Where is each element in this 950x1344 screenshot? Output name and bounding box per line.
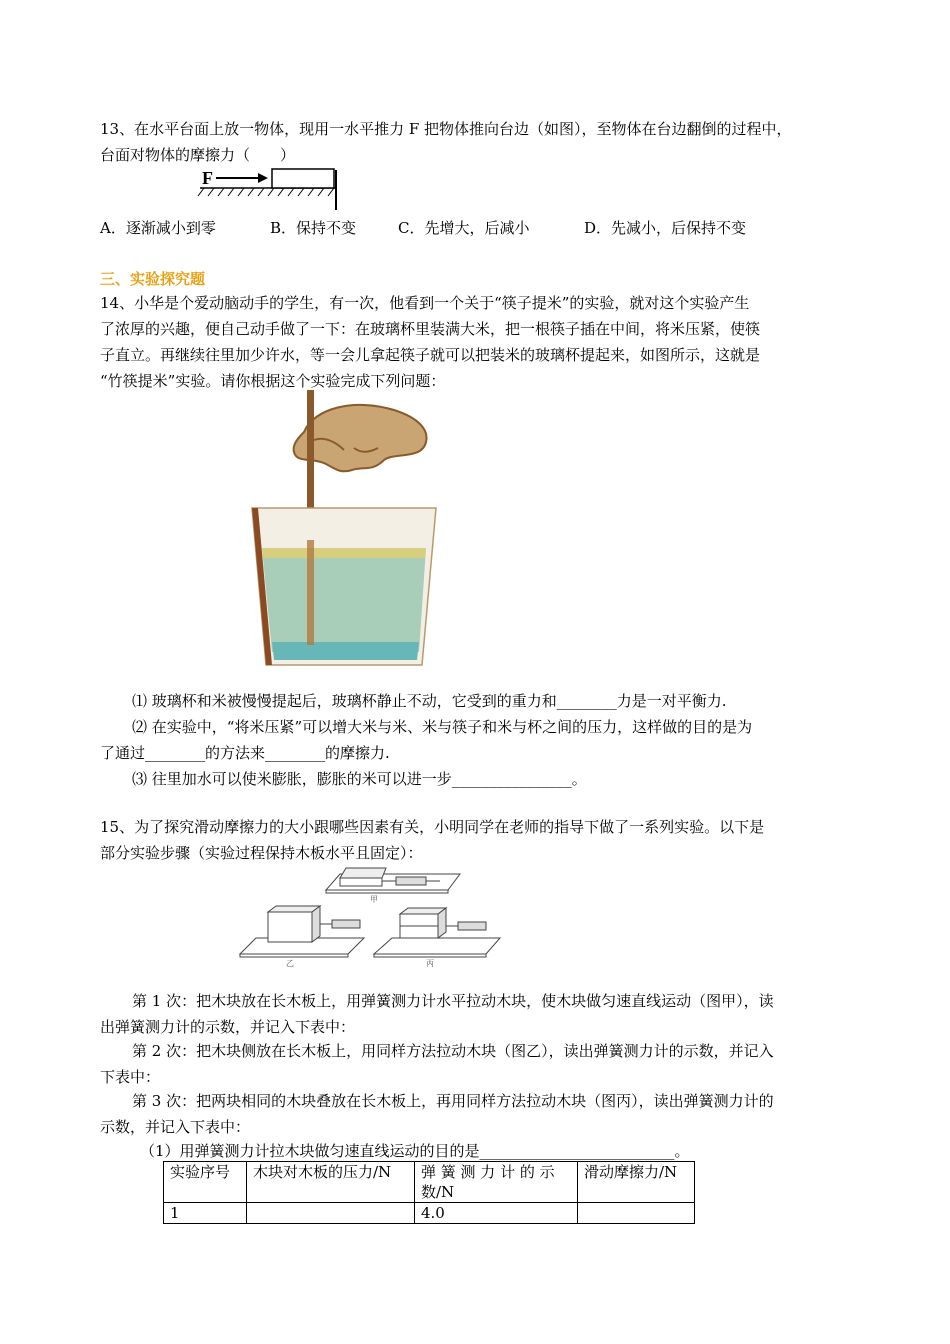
force-label: F	[202, 168, 213, 188]
q15-step1-row	[100, 988, 860, 1014]
q13-figure	[196, 166, 346, 212]
option-a: A．逐渐减小到零	[100, 219, 216, 237]
option-c: C．先增大，后减小	[398, 219, 530, 237]
header-cell: 木块对木板的压力/N	[247, 1162, 415, 1203]
label-bing: 丙	[426, 959, 434, 968]
results-table	[163, 1161, 695, 1224]
q14-sub1: ⑴ 玻璃杯和米被慢慢提起后，玻璃杯静止不动，它受到的重力和________力是一对平衡力.	[132, 692, 727, 710]
table-cell	[578, 1203, 695, 1224]
q15-step3-row	[100, 1088, 860, 1114]
q15-step2b: 下表中：	[100, 1068, 161, 1086]
q14-stem-1: 14、小华是个爱动脑动手的学生，有一次，他看到一个关于“筷子提米”的实验，就对这个实验产生	[100, 294, 750, 312]
q15-stem-2: 部分实验步骤（实验过程保持木板水平且固定）：	[100, 844, 423, 862]
q14-sub1-row	[100, 688, 860, 714]
q15-step2a: 第 2 次：把木块侧放在长木板上，用同样方法拉动木块（图乙），读出弹簧测力计的示数，并记入	[132, 1042, 774, 1060]
q14-sub2-row	[100, 714, 860, 740]
q14-sub3: ⑶ 往里加水可以使米膨胀，膨胀的米可以进一步________________。	[132, 770, 587, 788]
q15-sub1: （1）用弹簧测力计拉木块做匀速直线运动的目的是__________________________。	[140, 1142, 690, 1160]
header-cell: 实验序号	[164, 1162, 247, 1203]
q13-line1: 13、在水平台面上放一物体，现用一水平推力 F 把物体推向台边（如图），至物体在台边翻倒的过程中，	[100, 120, 792, 138]
q14-stem-3: 子直立。再继续往里加少许水，等一会儿拿起筷子就可以把装米的玻璃杯提起来，如图所示，这就是	[100, 346, 761, 364]
friction-experiment-figure	[236, 864, 510, 968]
option-b: B．保持不变	[270, 219, 357, 237]
option-d: D．先减小，后保持不变	[584, 219, 747, 237]
q13-line2: 台面对物体的摩擦力（ ）	[100, 146, 296, 164]
q14-stem-2: 了浓厚的兴趣，便自己动手做了一下：在玻璃杯里装满大米，把一根筷子插在中间，将米压紧，使筷	[100, 320, 761, 338]
label-jia: 甲	[370, 895, 378, 904]
table-cell: 1	[164, 1203, 247, 1224]
q15-step1b: 出弹簧测力计的示数，并记入下表中：	[100, 1018, 356, 1036]
q14-sub2a: ⑵ 在实验中，“将米压紧”可以增大米与米、米与筷子和米与杯之间的压力，这样做的目的是为	[132, 718, 753, 736]
chopstick-rice-figure	[244, 390, 444, 675]
q14-stem-4: “竹筷提米”实验。请你根据这个实验完成下列问题：	[100, 372, 446, 390]
q14-sub3-row	[100, 766, 860, 792]
q15-step1a: 第 1 次：把木块放在长木板上，用弹簧测力计水平拉动木块，使木块做匀速直线运动（图甲），读	[132, 992, 774, 1010]
section-heading: 三、实验探究题	[100, 270, 206, 288]
table-cell: 4.0	[415, 1203, 578, 1224]
table-header-row	[164, 1162, 695, 1203]
table-cell	[247, 1203, 415, 1224]
q15-step2-row	[100, 1038, 860, 1064]
q15-step3b: 示数，并记入下表中：	[100, 1118, 251, 1136]
q15-step3a: 第 3 次：把两块相同的木块叠放在长木板上，再用同样方法拉动木块（图丙），读出弹簧测力计的	[132, 1092, 774, 1110]
table-row	[164, 1203, 695, 1224]
q15-stem-1: 15、为了探究滑动摩擦力的大小跟哪些因素有关，小明同学在老师的指导下做了一系列实验。以下是	[100, 818, 765, 836]
header-cell: 弹 簧 测 力 计 的 示数/N	[415, 1162, 578, 1203]
q14-sub2b: 了通过________的方法来________的摩擦力.	[100, 744, 390, 762]
header-cell: 滑动摩擦力/N	[578, 1162, 695, 1203]
label-yi: 乙	[286, 959, 294, 968]
